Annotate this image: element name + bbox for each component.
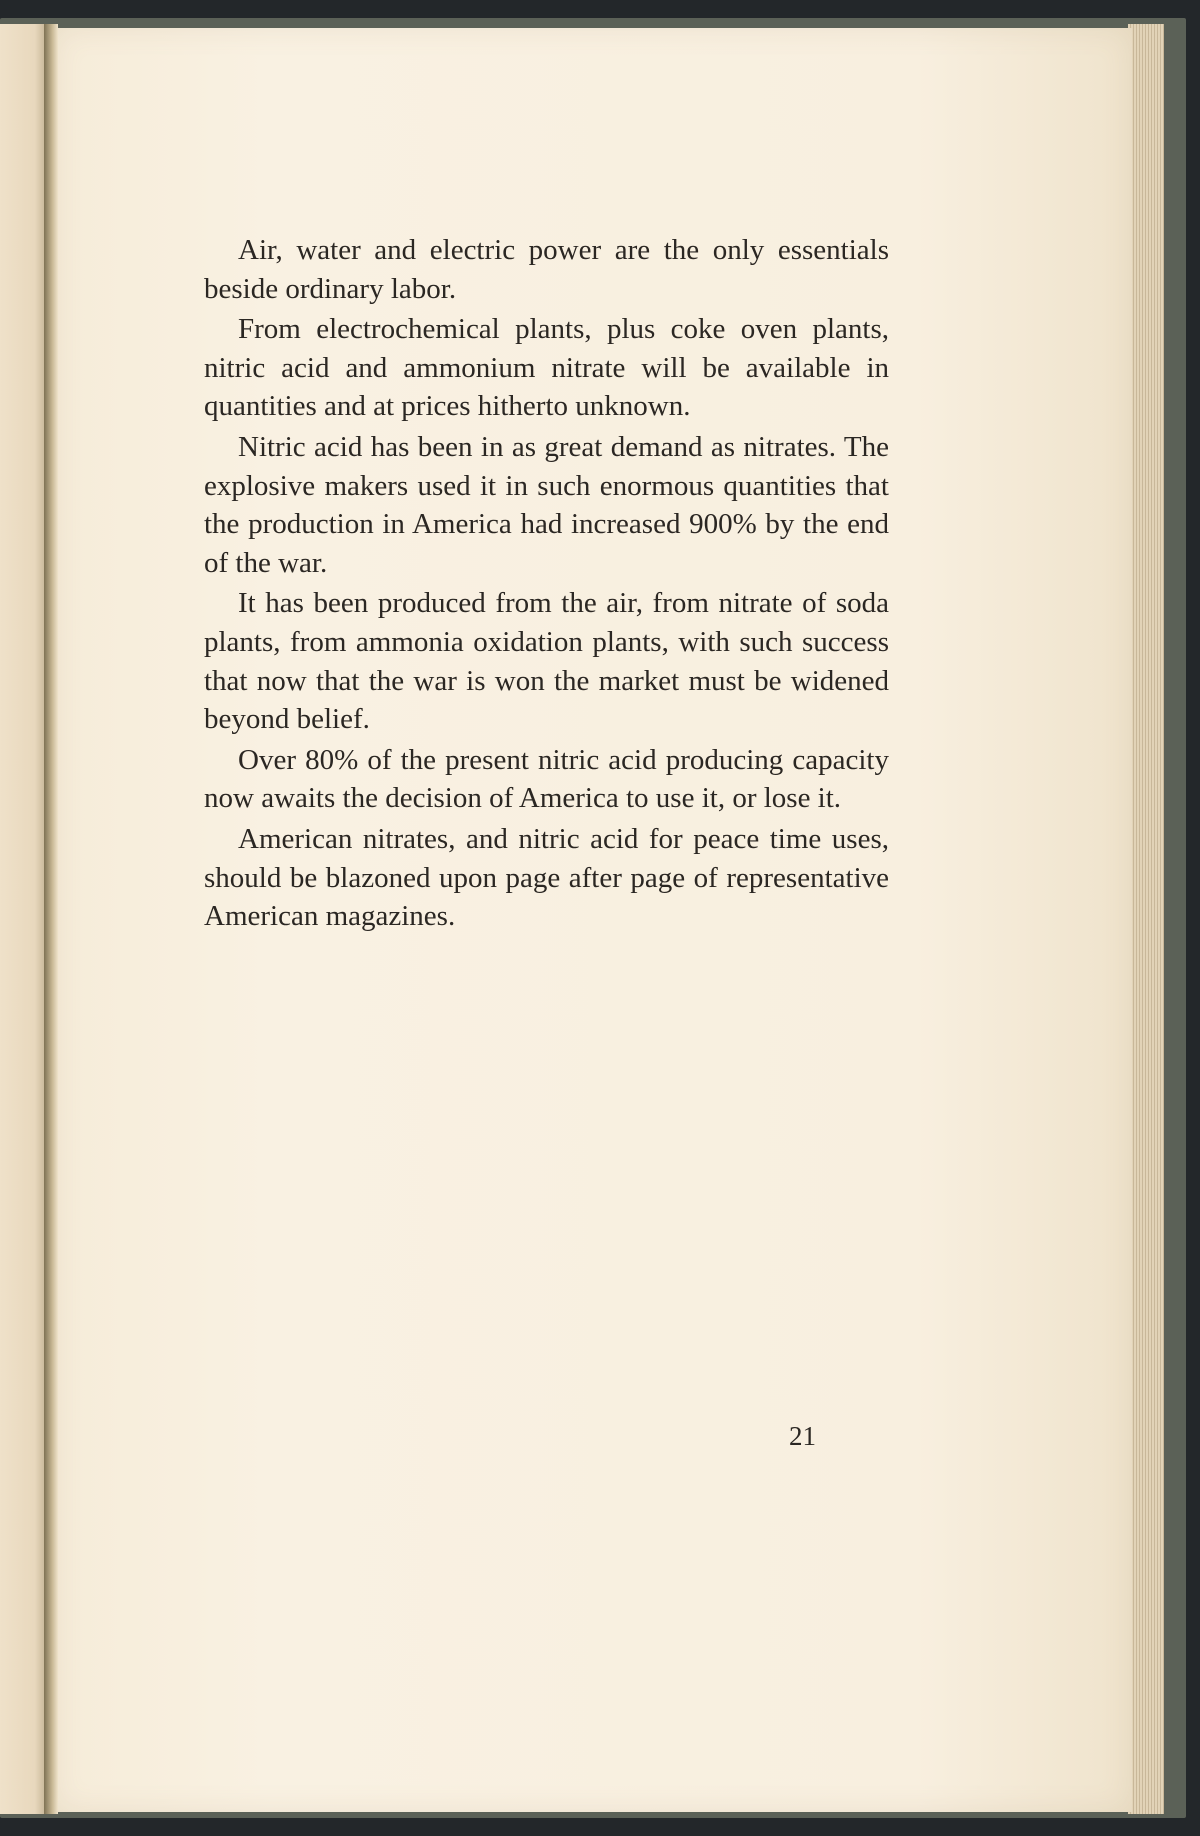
facing-page-edge	[0, 24, 50, 1814]
page-number: 21	[789, 1421, 816, 1451]
body-text	[204, 231, 889, 938]
book-page	[54, 28, 1132, 1812]
paragraph: From electrochemical plants, plus coke oven plants, nitric acid and ammonium nitrate will be available in quantities and at prices hitherto unknown.	[204, 313, 889, 423]
book-gutter	[44, 24, 58, 1814]
paragraph: It has been produced from the air, from nitrate of soda plants, from ammonia oxidation plants, with such success that now that the war is won the market must be widened beyond belief.	[204, 587, 889, 736]
paragraph: Nitric acid has been in as great demand as nitrates. The explosive makers used it in such enormous quantities that the production in America had increased 900% by the end of the war.	[204, 430, 889, 579]
paragraph: Air, water and electric power are the only essentials beside ordinary labor.	[204, 234, 889, 305]
paragraph: American nitrates, and nitric acid for peace time uses, should be blazoned upon page after page of representative American magazines.	[204, 822, 889, 933]
page-edges	[1128, 24, 1164, 1814]
paragraph: Over 80% of the present nitric acid producing capacity now awaits the decision of America to use it, or lose it.	[204, 743, 889, 815]
